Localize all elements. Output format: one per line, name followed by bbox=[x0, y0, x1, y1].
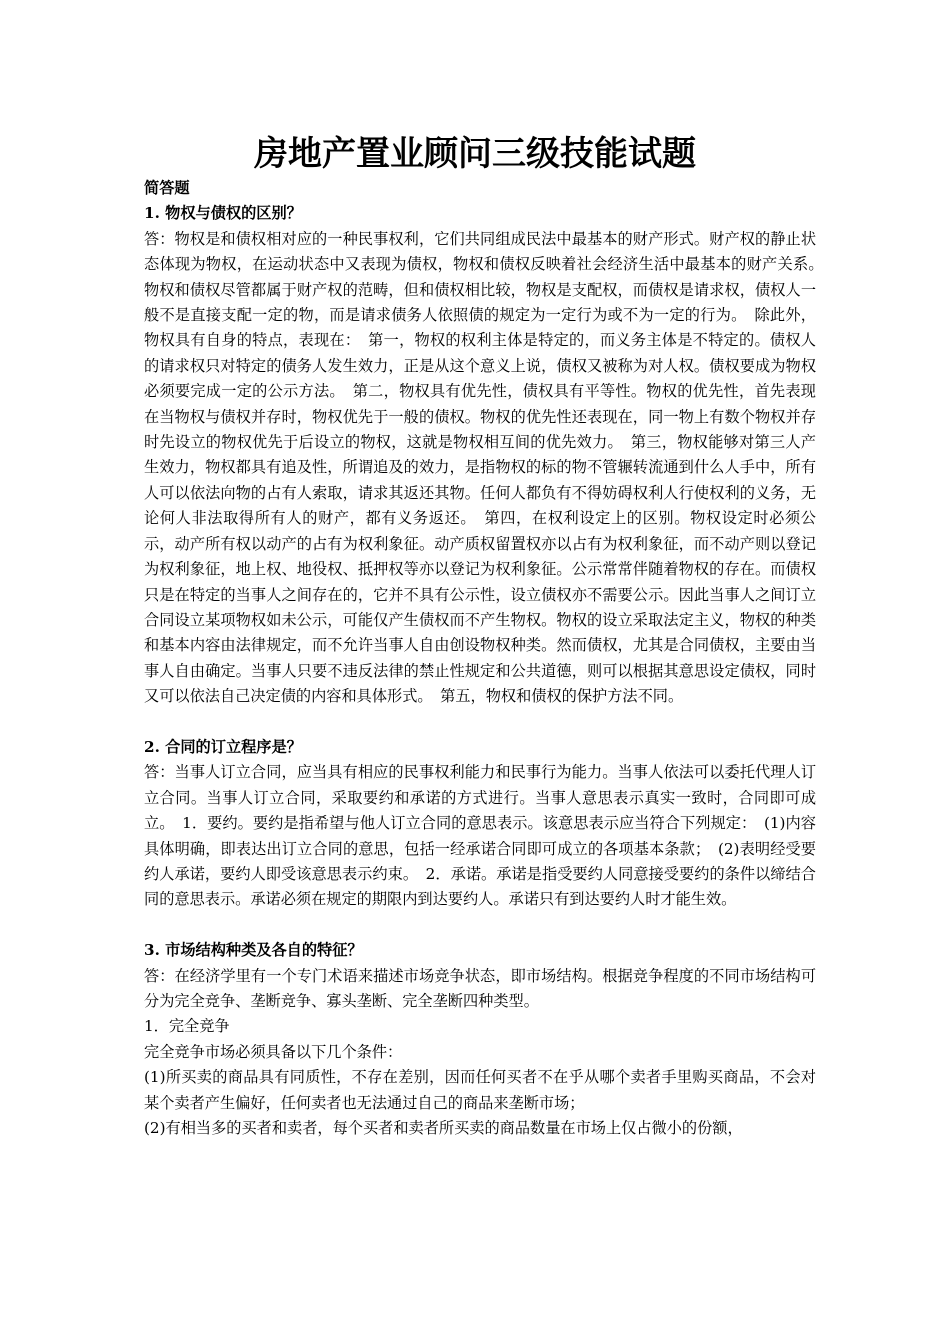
question-heading: 1. 物权与债权的区别？ bbox=[144, 204, 302, 223]
text-line: 完全竞争市场必须具备以下几个条件： bbox=[144, 1042, 403, 1061]
document-body bbox=[144, 176, 832, 1141]
document-title: 房地产置业顾问三级技能试题 bbox=[254, 134, 696, 174]
section-label: 简答题 bbox=[144, 179, 190, 197]
paragraph-spacer bbox=[144, 710, 816, 735]
list-item: (2)有相当多的买者和卖者，每个买者和卖者所买卖的商品数量在市场上仅占微小的份额， bbox=[144, 1119, 743, 1137]
paragraph-spacer bbox=[144, 913, 816, 938]
answer-paragraph: 答：在经济学里有一个专门术语来描述市场竞争状态，即市场结构。根据竞争程度的不同市场结构可分为完全竞争、垄断竞争、寡头垄断、完全垄断四种类型。 bbox=[144, 966, 816, 1010]
question-heading: 3. 市场结构种类及各自的特征？ bbox=[144, 941, 363, 960]
question-heading: 2. 合同的订立程序是？ bbox=[144, 737, 302, 756]
answer-paragraph: 答：当事人订立合同，应当具有相应的民事权利能力和民事行为能力。当事人依法可以委托代理人订立合同。当事人订立合同，采取要约和承诺的方式进行。当事人意思表示真实一致时，合同即可成立。 1．要约。要约是指希望与他人订立合同的意思表示。该意思表示应当符合下列规定： (1)内容具体明确，即表达出订立合同的意思，包括一经承诺合同即可成立的各项基本条款； (2)表明经受要约人承诺，要约人即受该意思表示约束。 2．承诺。承诺是指受要约人同意接受要约的条件以缔结合同的意思表示。承诺必须在规定的期限内到达要约人。承诺只有到达要约人时才能生效。 bbox=[144, 763, 816, 909]
list-item: (1)所买卖的商品具有同质性，不存在差别，因而任何买者不在乎从哪个卖者手里购买商品，不会对某个卖者产生偏好，任何卖者也无法通过自己的商品来垄断市场； bbox=[144, 1068, 816, 1112]
answer-paragraph: 答：物权是和债权相对应的一种民事权利，它们共同组成民法中最基本的财产形式。财产权的静止状态体现为物权，在运动状态中又表现为债权，物权和债权反映着社会经济生活中最基本的财产关系。 物权和债权尽管都属于财产权的范畴，但和债权相比较，物权是支配权，而债权是请求权，债权人一般不是直接支配一定的物，而是请求债务人依照债的规定为一定行为或不为一定的行为。 除此外，物权具有自身的特点，表现在： 第一，物权的权利主体是特定的，而义务主体是不特定的。债权人的请求权只对特定的债务人发生效力，正是从这个意义上说，债权又被称为对人权。债权要成为物权必须要完成一定的公示方法。 第二，物权具有优先性，债权具有平等性。物权的优先性，首先表现在当物权与债权并存时，物权优先于一般的债权。物权的优先性还表现在，同一物上有数个物权并存时先设立的物权优先于后设立的物权，这就是物权相互间的优先效力。 第三，物权能够对第三人产生效力，物权都具有追及性，所谓追及的效力，是指物权的标的物不管辗转流通到什么人手中，所有人可以依法向物的占有人索取，请求其返还其物。任何人都负有不得妨碍权利人行使权利的义务，无论何人非法取得所有人的财产，都有义务返还。 第四，在权利设定上的区别。物权设定时必须公示，动产所有权以动产的占有为权利象征。动产质权留置权亦以占有为权利象征，而不动产则以登记为权利象征，地上权、地役权、抵押权等亦以登记为权利象征。公示常常伴随着物权的存在。而债权只是在特定的当事人之间存在的，它并不具有公示性，设立债权亦不需要公示。因此当事人之间订立合同设立某项物权如未公示，可能仅产生债权而不产生物权。物权的设立采取法定主义，物权的种类和基本内容由法律规定，而不允许当事人自由创设物权种类。然而债权，尤其是合同债权，主要由当事人自由确定。当事人只要不违反法律的禁止性规定和公共道德，则可以根据其意思设定债权，同时又可以依法自己决定债的内容和具体形式。 第五，物权和债权的保护方法不同。 bbox=[144, 229, 832, 706]
subheading-line: 1．完全竞争 bbox=[144, 1017, 230, 1036]
